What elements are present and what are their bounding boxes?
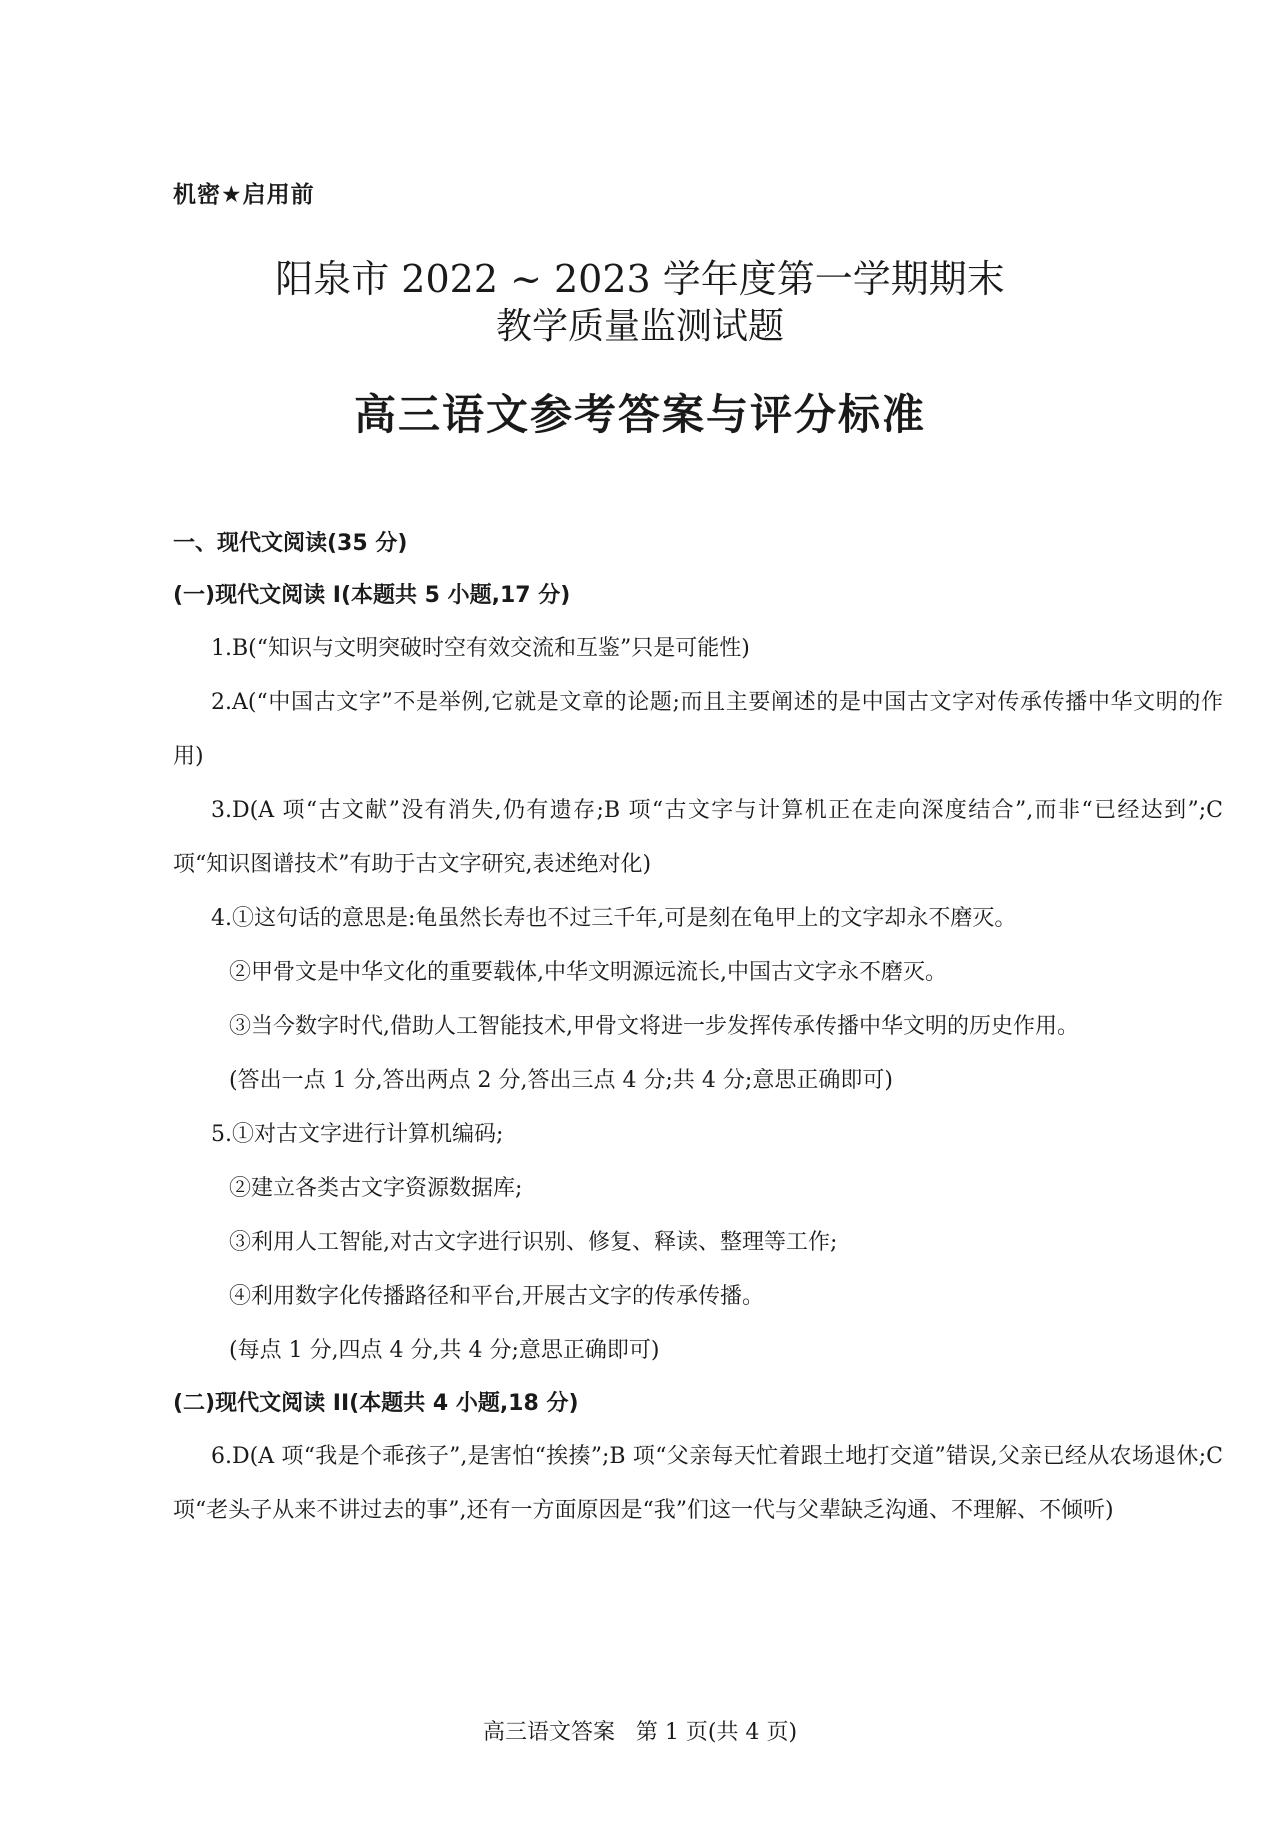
answer-q4-point2: ②甲骨文是中华文化的重要载体,中华文明源远流长,中国古文字永不磨灭。: [229, 960, 947, 985]
answer-q4-point1: 4.①这句话的意思是:龟虽然长寿也不过三千年,可是刻在龟甲上的文字却永不磨灭。: [211, 906, 1017, 931]
answer-q4-point3: ③当今数字时代,借助人工智能技术,甲骨文将进一步发挥传承传播中华文明的历史作用。: [229, 1014, 1079, 1039]
subsection-heading-reading-1: (一)现代文阅读 I(本题共 5 小题,17 分): [173, 583, 571, 608]
answer-q5-point4: ④利用数字化传播路径和平台,开展古文字的传承传播。: [229, 1284, 764, 1309]
answer-q3: 3.D(A 项“古文献”没有消失,仍有遗存;B 项“古文字与计算机正在走向深度结合”,而非“已经达到”;C 项“知识图谱技术”有助于古文字研究,表述绝对化): [173, 798, 1223, 877]
section-heading-modern-reading: 一、现代文阅读(35 分): [173, 531, 408, 556]
answer-q5-point2: ②建立各类古文字资源数据库;: [229, 1176, 523, 1201]
exam-title-line1: 阳泉市 2022 ~ 2023 学年度第一学期期末: [275, 257, 1005, 301]
answer-q1: 1.B(“知识与文明突破时空有效交流和互鉴”只是可能性): [211, 636, 750, 661]
answer-q5-point1: 5.①对古文字进行计算机编码;: [211, 1122, 504, 1147]
answer-q6: 6.D(A 项“我是个乖孩子”,是害怕“挨揍”;B 项“父亲每天忙着跟土地打交道”错误,父亲已经从农场退休;C 项“老头子从来不讲过去的事”,还有一方面原因是“我”们这一代与父辈缺乏沟通、不理解、不倾听): [173, 1444, 1223, 1523]
page-title: 高三语文参考答案与评分标准: [353, 390, 926, 439]
answer-q2: 2.A(“中国古文字”不是举例,它就是文章的论题;而且主要阐述的是中国古文字对传承传播中华文明的作用): [173, 690, 1223, 769]
answer-content: [173, 518, 1223, 1538]
answer-q4-scoring: (答出一点 1 分,答出两点 2 分,答出三点 4 分;共 4 分;意思正确即可): [229, 1068, 893, 1093]
confidential-label: 机密★启用前: [173, 182, 315, 208]
answer-q5-point3: ③利用人工智能,对古文字进行识别、修复、释读、整理等工作;: [229, 1230, 838, 1255]
subsection-heading-reading-2: (二)现代文阅读 II(本题共 4 小题,18 分): [173, 1391, 579, 1416]
exam-title-line2: 教学质量监测试题: [495, 306, 784, 347]
answer-q5-scoring: (每点 1 分,四点 4 分,共 4 分;意思正确即可): [229, 1338, 660, 1363]
page-footer: 高三语文答案 第 1 页(共 4 页): [482, 1720, 798, 1745]
